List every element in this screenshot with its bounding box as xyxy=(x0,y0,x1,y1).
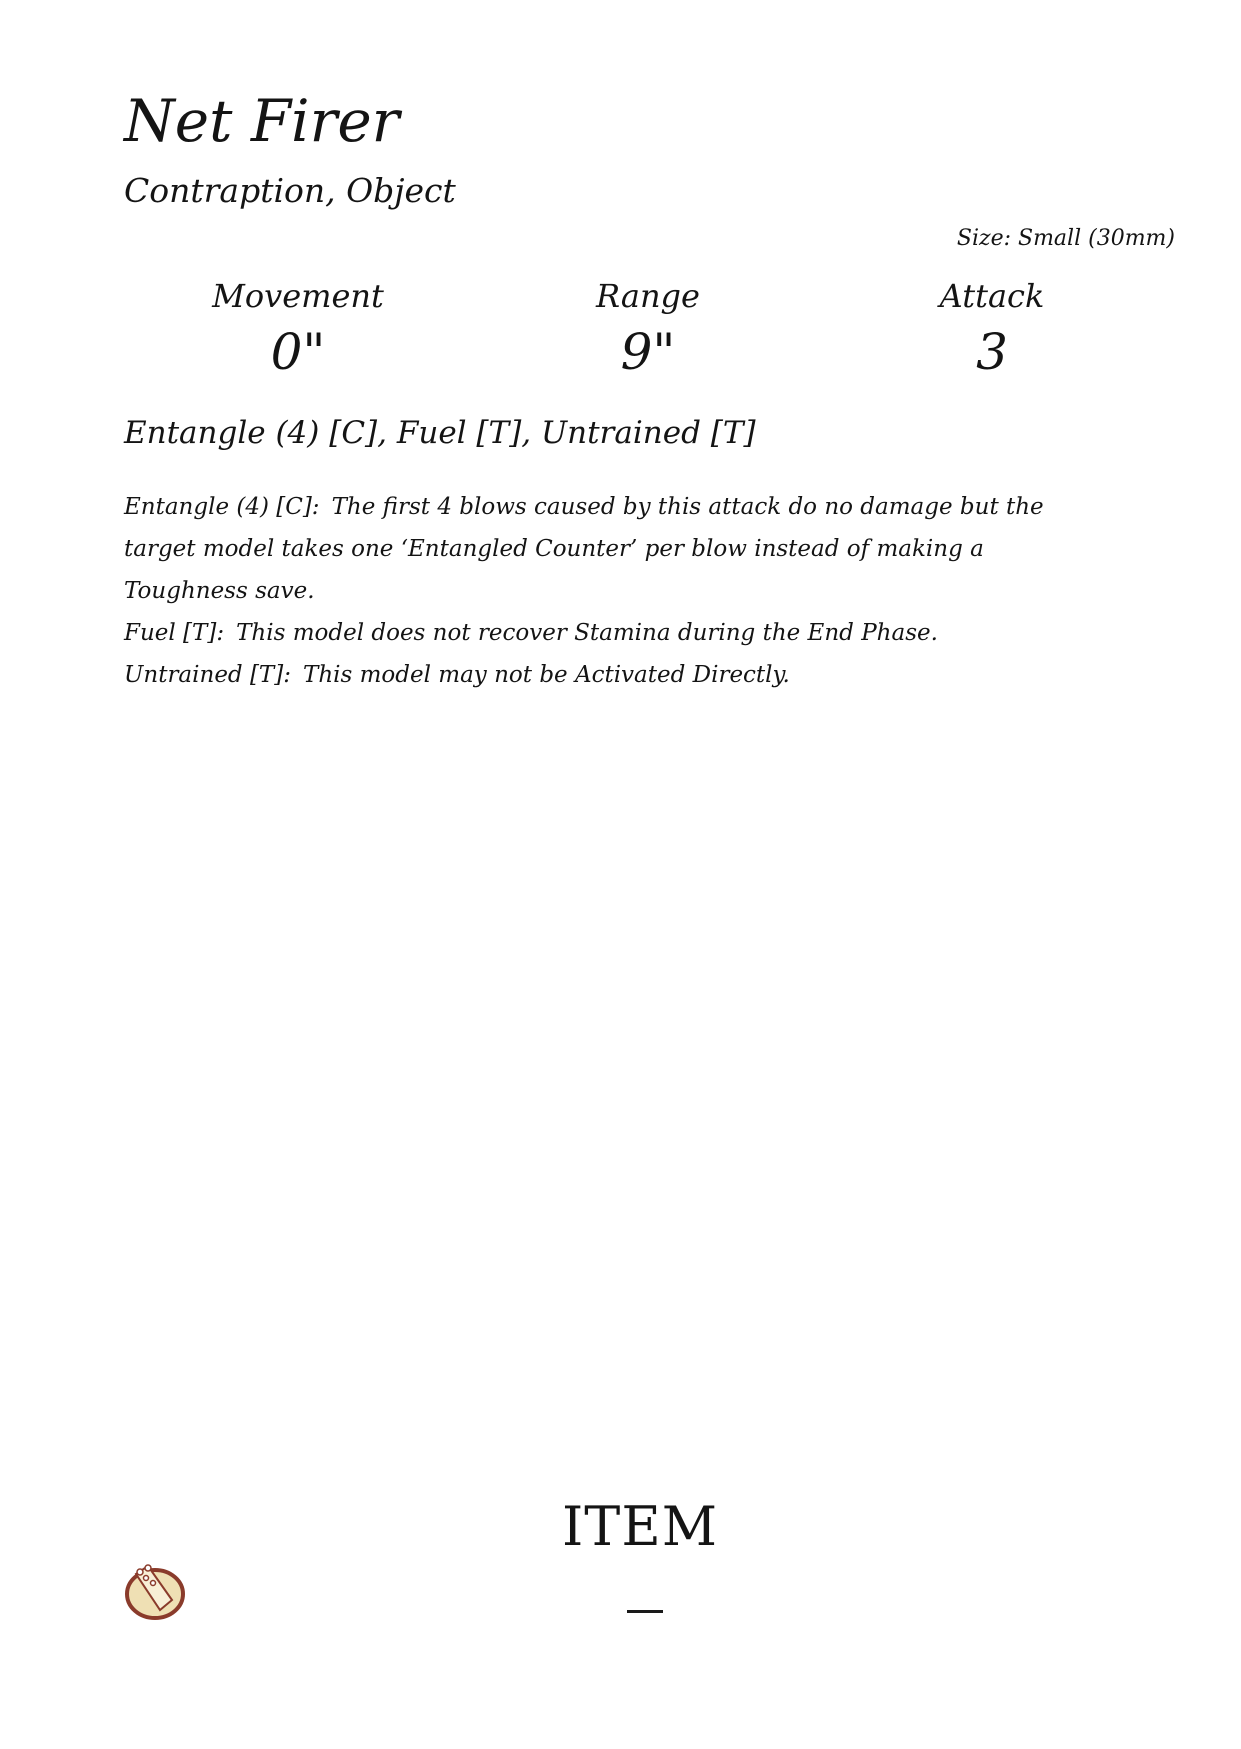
card-types: Contraption, Object xyxy=(124,171,456,210)
stat-attack-label: Attack xyxy=(939,277,1045,315)
rule-name: Entangle (4) [C]: xyxy=(124,494,320,520)
rule-name: Untrained [T]: xyxy=(124,662,291,688)
stat-movement-value: 0" xyxy=(270,323,326,381)
rule-entangle xyxy=(124,486,1104,612)
stat-range xyxy=(518,278,778,382)
model-size: Size: Small (30mm) xyxy=(956,226,1175,251)
rule-name: Fuel [T]: xyxy=(124,620,225,646)
rule-fuel xyxy=(124,612,1104,654)
footer-divider xyxy=(627,1610,663,1613)
card-category: ITEM xyxy=(561,1495,719,1558)
rules-text xyxy=(124,486,1104,696)
rule-untrained xyxy=(124,654,1104,696)
stat-range-label: Range xyxy=(596,277,700,315)
stat-movement-label: Movement xyxy=(212,277,384,315)
stat-attack-value: 3 xyxy=(976,323,1008,381)
stat-movement xyxy=(168,278,428,382)
stat-attack xyxy=(862,278,1122,382)
rule-text: This model may not be Activated Directly. xyxy=(303,662,790,688)
keyword-list: Entangle (4) [C], Fuel [T], Untrained [T] xyxy=(124,415,756,451)
rule-text: This model does not recover Stamina during the End Phase. xyxy=(236,620,938,646)
stat-range-value: 9" xyxy=(620,323,676,381)
rule-text: The first 4 blows caused by this attack do no damage but the target model takes one ‘Entangled Counter’ per blow instead of making a Toughness save. xyxy=(124,494,1044,604)
card-title: Net Firer xyxy=(124,87,400,155)
token-base-icon xyxy=(122,1556,188,1622)
